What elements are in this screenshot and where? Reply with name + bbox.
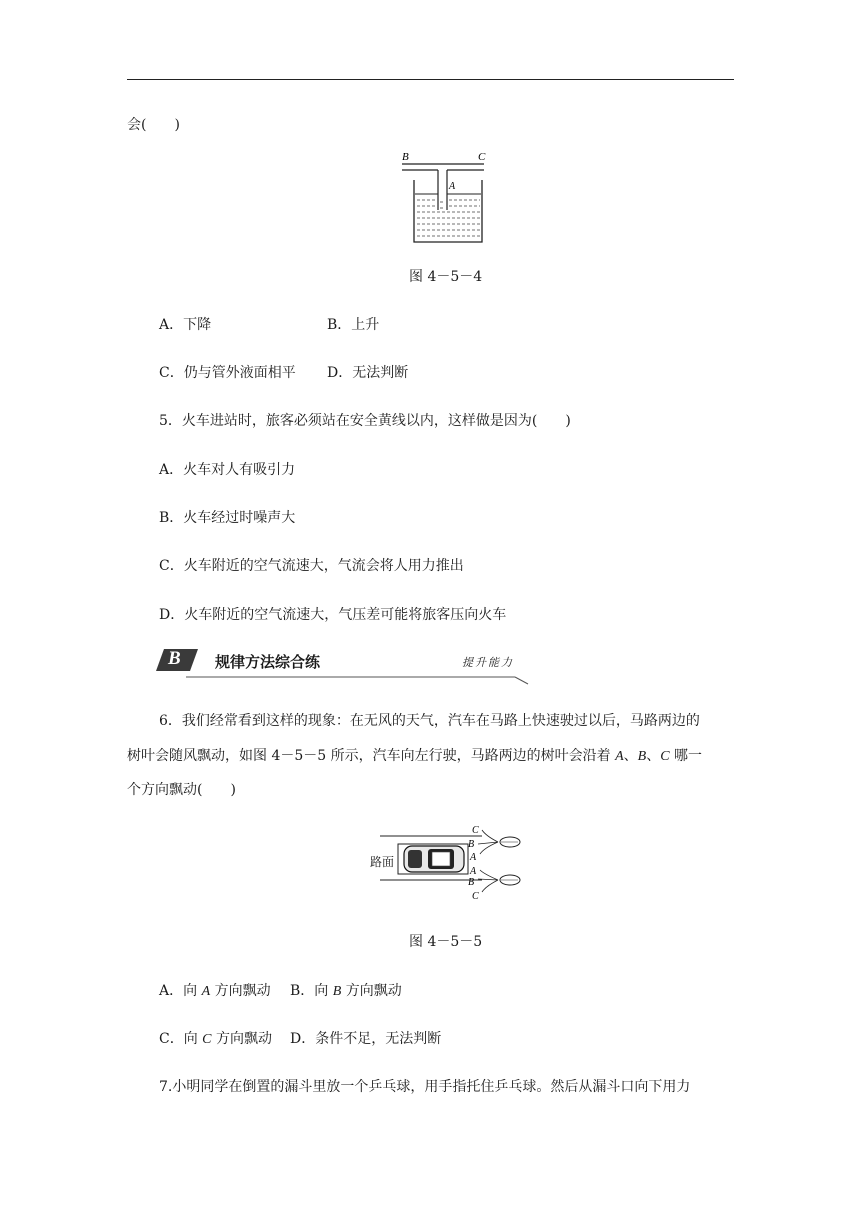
- q4-option-d: D．无法判断: [327, 365, 409, 381]
- figure-4-5-4: [396, 148, 496, 248]
- q7-stem-line1: 7.小明同学在倒置的漏斗里放一个乒乓球，用手指托住乒乓球。然后从漏斗口向下用力: [159, 1079, 691, 1095]
- q4-option-b: B．上升: [327, 317, 380, 333]
- figure-caption-4-5-5: 图 4－5－5: [409, 934, 483, 950]
- q6-stem-line1: 6．我们经常看到这样的现象：在无风的天气，汽车在马路上快速驶过以后，马路两边的: [159, 713, 700, 729]
- q5-option-d: D．火车附近的空气流速大，气压差可能将旅客压向火车: [159, 607, 507, 623]
- fig2-label-a-bottom: A: [470, 866, 477, 877]
- figure-4-5-5: [370, 822, 530, 904]
- q6-option-c: C．向 C 方向飘动: [159, 1031, 272, 1047]
- section-subtitle: 提升能力: [462, 656, 514, 669]
- q6-stem-line2: 树叶会随风飘动，如图 4－5－5 所示，汽车向左行驶，马路两边的树叶会沿着 A、B、C 哪一: [127, 748, 702, 764]
- q6-option-b: B．向 B 方向飘动: [290, 983, 402, 999]
- q5-option-c: C．火车附近的空气流速大，气流会将人用力推出: [159, 558, 464, 574]
- q5-option-a: A．火车对人有吸引力: [159, 462, 296, 478]
- fig2-label-b-bottom: B: [468, 877, 475, 888]
- fig2-label-c-bottom: C: [472, 891, 479, 902]
- q6-stem-line3: 个方向飘动( ): [127, 782, 236, 798]
- fig1-label-b: B: [402, 151, 409, 163]
- section-title: 规律方法综合练: [215, 653, 321, 671]
- road-label: 路面: [370, 855, 395, 869]
- q5-stem: 5．火车进站时，旅客必须站在安全黄线以内，这样做是因为( ): [159, 413, 571, 429]
- header-rule: [127, 79, 734, 80]
- section-header: [150, 647, 535, 685]
- q6-option-a: A．向 A 方向飘动: [159, 983, 271, 999]
- fig1-label-a: A: [449, 181, 456, 192]
- q5-option-b: B．火车经过时噪声大: [159, 510, 296, 526]
- fig2-label-a-top: A: [470, 852, 477, 863]
- fig2-label-c-top: C: [472, 825, 479, 836]
- q4-tail: 会( ): [127, 117, 180, 133]
- figure-caption-4-5-4: 图 4－5－4: [409, 269, 483, 285]
- q4-option-c: C．仍与管外液面相平: [159, 365, 296, 381]
- q4-option-a: A．下降: [159, 317, 212, 333]
- q6-option-d: D．条件不足，无法判断: [290, 1031, 442, 1047]
- section-badge-letter: B: [168, 648, 181, 669]
- fig1-label-c: C: [478, 151, 486, 163]
- fig2-label-b-top: B: [468, 839, 475, 850]
